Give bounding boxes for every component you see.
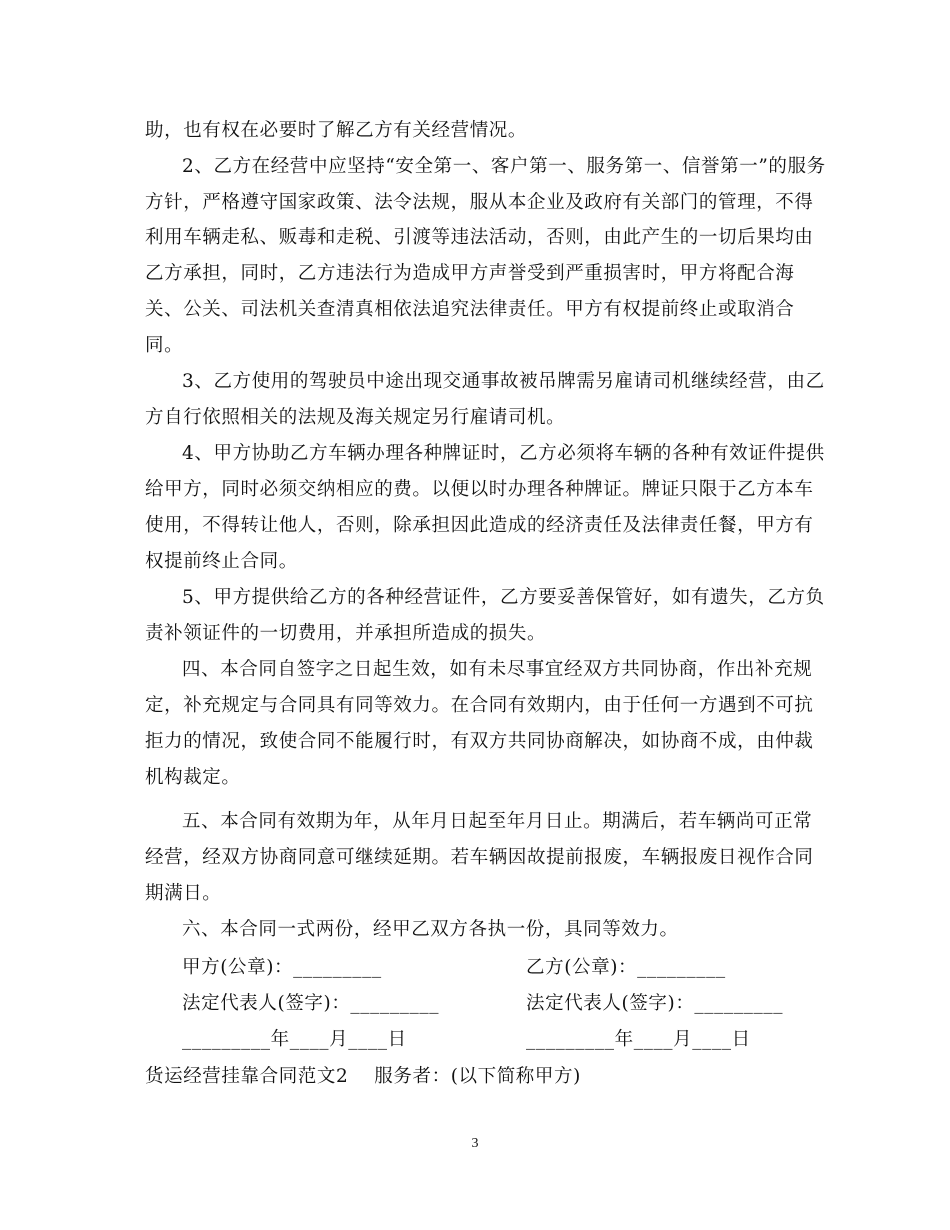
paragraph-line: 2、乙方在经营中应坚持“安全第一、客户第一、服务第一、信誉第一”的服务 [182, 156, 826, 177]
party-b-date: _________年____月____日 [526, 1029, 751, 1050]
paragraph-line: 使用，不得转让他人，否则，除承担因此造成的经济责任及法律责任餐，甲方有 [145, 515, 814, 536]
paragraph-line: 六、本合同一式两份，经甲乙双方各执一份，具同等效力。 [182, 919, 679, 940]
paragraph-line: 5、甲方提供给乙方的各种经营证件，乙方要妥善保管好，如有遗失，乙方负 [182, 587, 825, 608]
paragraph-line: 机构裁定。 [145, 767, 241, 788]
paragraph-line: 权提前终止合同。 [145, 551, 298, 572]
paragraph-line: 利用车辆走私、贩毒和走税、引渡等违法活动，否则，由此产生的一切后果均由 [145, 227, 814, 248]
paragraph-line: 期满日。 [145, 883, 222, 904]
paragraph-line: 助，也有权在必要时了解乙方有关经营情况。 [145, 120, 528, 141]
paragraph-line: 五、本合同有效期为年，从年月日起至年月日止。期满后，若车辆尚可正常 [182, 811, 813, 832]
party-b-seal: 乙方(公章)：_________ [526, 957, 726, 978]
paragraph-line: 拒力的情况，致使合同不能履行时，有双方共同协商解决，如协商不成，由仲裁 [145, 731, 814, 752]
paragraph-line: 4、甲方协助乙方车辆办理各种牌证时，乙方必须将车辆的各种有效证件提供 [182, 443, 825, 464]
paragraph-line: 方针，严格遵守国家政策、法令法规，服从本企业及政府有关部门的管理，不得 [145, 192, 814, 213]
party-a-representative: 法定代表人(签字)：_________ [182, 993, 440, 1014]
paragraph-line: 给甲方，同时必须交纳相应的费。以便以时办理各种牌证。牌证只限于乙方本车 [145, 479, 814, 500]
paragraph-line: 方自行依照相关的法规及海关规定另行雇请司机。 [145, 407, 566, 428]
paragraph-line: 乙方承担，同时，乙方违法行为造成甲方声誉受到严重损害时，甲方将配合海 [145, 263, 795, 284]
paragraph-line: 四、本合同自签字之日起生效，如有未尽事宜经双方共同协商，作出补充规 [182, 659, 813, 680]
paragraph-line: 关、公关、司法机关查清真相依法追究法律责任。甲方有权提前终止或取消合 [145, 299, 795, 320]
paragraph-line: 同。 [145, 335, 184, 356]
next-contract-heading: 货运经营挂靠合同范文2 服务者：(以下简称甲方) [145, 1066, 581, 1087]
party-a-seal: 甲方(公章)：_________ [182, 957, 382, 978]
paragraph-line: 定，补充规定与合同具有同等效力。在合同有效期内，由于任何一方遇到不可抗 [145, 695, 814, 716]
page-number: 3 [471, 1136, 479, 1151]
party-a-date: _________年____月____日 [182, 1029, 407, 1050]
paragraph-line: 3、乙方使用的驾驶员中途出现交通事故被吊牌需另雇请司机继续经营，由乙 [182, 371, 825, 392]
paragraph-line: 经营，经双方协商同意可继续延期。若车辆因故提前报废，车辆报废日视作合同 [145, 847, 814, 868]
paragraph-line: 责补领证件的一切费用，并承担所造成的损失。 [145, 623, 547, 644]
party-b-representative: 法定代表人(签字)：_________ [526, 993, 784, 1014]
